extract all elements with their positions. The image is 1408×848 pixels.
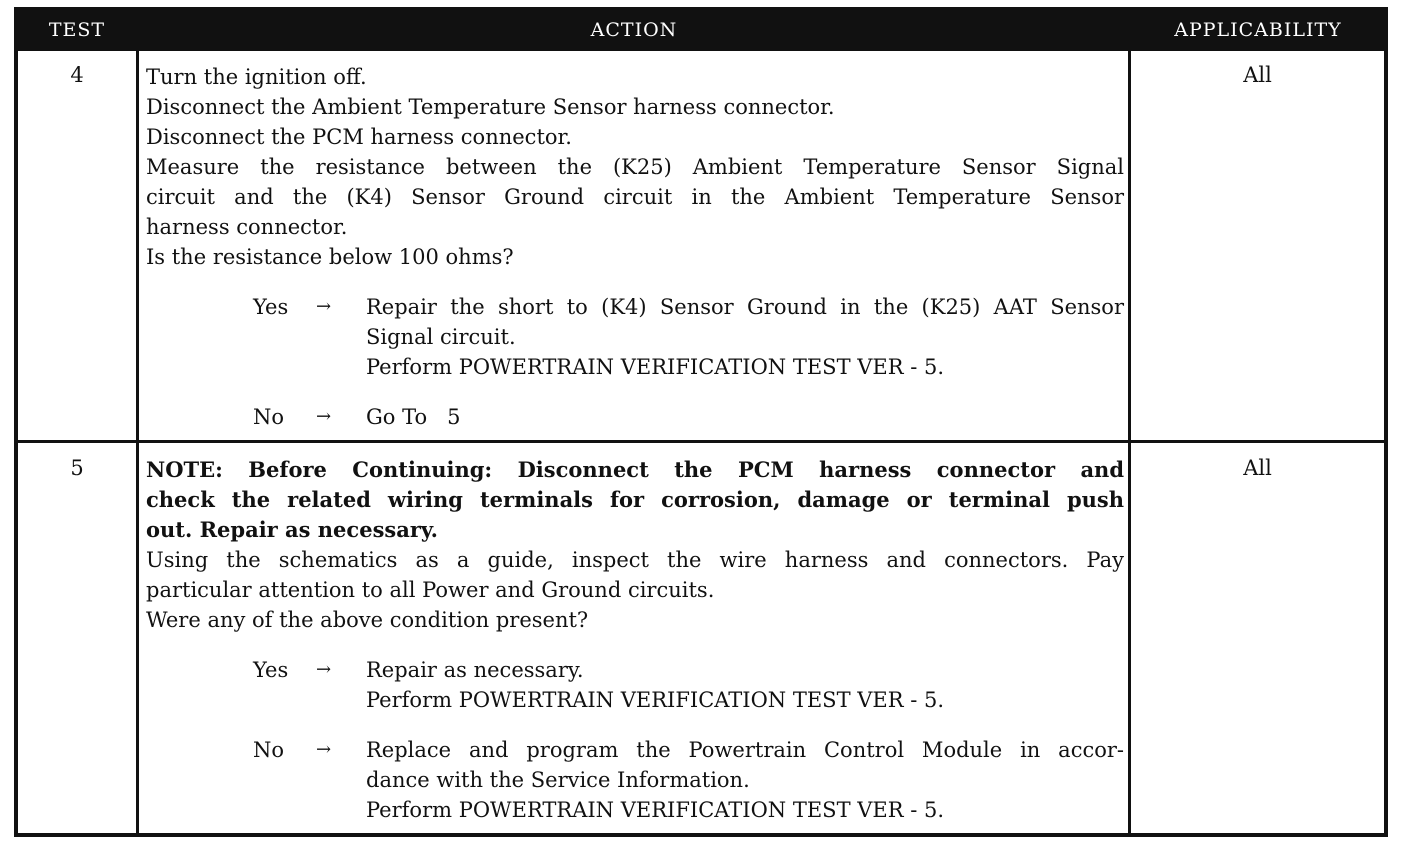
action-line: Disconnect the PCM harness connector.	[146, 125, 572, 149]
yes-response	[146, 655, 1124, 685]
yes-label: Yes	[253, 658, 289, 682]
response-line: Signal circuit.	[366, 325, 516, 349]
response-line: Perform POWERTRAIN VERIFICATION TEST VER - 5.	[366, 798, 945, 822]
arrow-right-icon: →	[316, 659, 332, 680]
test-4-action	[146, 62, 1124, 432]
action-line: harness connector.	[146, 215, 348, 239]
note-line: NOTE: Before Continuing: Disconnect the PCM harness connector and	[146, 457, 1124, 482]
applicability-value: All	[1243, 456, 1272, 480]
header-applicability: APPLICABILITY	[1174, 19, 1342, 41]
header-test: TEST	[48, 19, 106, 41]
action-line: Disconnect the Ambient Temperature Sensor harness connector.	[146, 95, 835, 119]
response-line: Perform POWERTRAIN VERIFICATION TEST VER - 5.	[366, 355, 945, 379]
question-line: Were any of the above condition present?	[146, 608, 589, 632]
action-line: particular attention to all Power and Ground circuits.	[146, 578, 715, 602]
note-line: check the related wiring terminals for corrosion, damage or terminal push	[146, 487, 1124, 512]
table-header	[18, 11, 1384, 51]
no-response	[146, 402, 1124, 432]
test-5-action	[146, 455, 1124, 825]
question-line: Is the resistance below 100 ohms?	[146, 245, 514, 269]
response-line: Repair the short to (K4) Sensor Ground in the (K25) AAT Sensor	[366, 295, 1124, 319]
response-line: Perform POWERTRAIN VERIFICATION TEST VER - 5.	[366, 688, 945, 712]
applicability-value: All	[1243, 63, 1272, 87]
action-line: circuit and the (K4) Sensor Ground circuit in the Ambient Temperature Sensor	[146, 185, 1124, 209]
header-action: ACTION	[590, 19, 678, 41]
action-line: Using the schematics as a guide, inspect the wire harness and connectors. Pay	[146, 548, 1124, 572]
response-line: Go To 5	[366, 405, 461, 429]
no-response	[146, 735, 1124, 765]
action-line: Turn the ignition off.	[146, 65, 367, 89]
arrow-right-icon: →	[316, 296, 332, 317]
yes-response	[146, 292, 1124, 322]
arrow-right-icon: →	[316, 406, 332, 427]
test-number: 4	[70, 63, 84, 87]
yes-label: Yes	[253, 295, 289, 319]
response-line: dance with the Service Information.	[366, 768, 750, 792]
action-line: Measure the resistance between the (K25) Ambient Temperature Sensor Signal	[146, 155, 1124, 179]
test-number: 5	[70, 456, 84, 480]
diagnostic-table	[14, 7, 1388, 837]
note-line: out. Repair as necessary.	[146, 517, 438, 542]
arrow-right-icon: →	[316, 739, 332, 760]
no-label: No	[253, 405, 285, 429]
row-divider	[18, 440, 1384, 443]
response-line: Repair as necessary.	[366, 658, 584, 682]
no-label: No	[253, 738, 285, 762]
response-line: Replace and program the Powertrain Control Module in accor-	[366, 738, 1124, 762]
